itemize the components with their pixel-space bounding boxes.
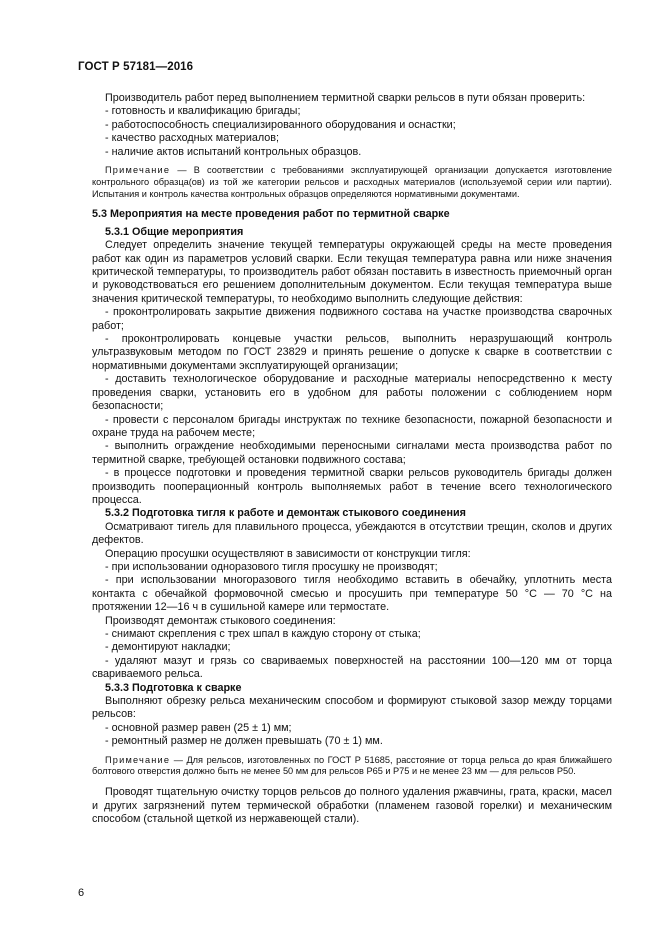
list-item: - ремонтный размер не должен превышать (70 ± 1) мм. [105,735,383,748]
list-item: - доставить технологическое оборудование и расходные материалы непосредственно к месту проведения сварки, установить его в удобном для работы положении с соблюдением норм безопасности; [92,373,612,413]
subsection-title: 5.3.2 Подготовка тигля к работе и демонтаж стыкового соединения [105,507,466,520]
list-item: - работоспособность специализированного оборудования и оснастки; [105,118,456,131]
document-header: ГОСТ Р 57181—2016 [78,61,194,73]
list-item: - при использовании одноразового тигля просушку не производят; [105,560,438,573]
list-item: - наличие актов испытаний контрольных образцов. [105,145,362,158]
list-item: - демонтируют накладки; [105,641,231,654]
note [92,755,612,779]
document-body [92,92,612,826]
list-item: - проконтролировать концевые участки рельсов, выполнить неразрушающий контроль ультразвуковым методом по ГОСТ 23829 и принять решение о допуске к сварке в соответствии с нормативными документами эксплуатирующей организации; [92,333,612,372]
subsection-title: 5.3.3 Подготовка к сварке [105,681,242,694]
list-item: - проконтролировать закрытие движения подвижного состава на участке производства сварочных работ; [92,306,612,332]
list-item: - выполнить ограждение необходимыми переносными сигналами места производства работ по термитной сварке, требующей остановки подвижного состава; [92,440,612,466]
list-item: - готовность и квалификацию бригады; [105,105,301,118]
paragraph: Осматривают тигель для плавильного процесса, убеждаются в отсутствии трещин, сколов и других дефектов. [92,520,612,547]
list-item: - удаляют мазут и грязь со свариваемых поверхностей на расстоянии 100—120 мм от торца свариваемого рельса. [92,654,612,681]
page-number: 6 [78,887,85,899]
subsection-title: 5.3.1 Общие мероприятия [105,225,244,238]
note-text: — В соответствии с требованиями эксплуатирующей организации допускается изготовление контрольного образца(ов) из той же категории рельсов и расходных материалов (используемой серии или партии). Испытания и контроль качества контрольных образцов определяются нормативными документами. [92,165,612,199]
list-item: - снимают скрепления с трех шпал в каждую сторону от стыка; [105,628,421,641]
list-item: - при использовании многоразового тигля необходимо вставить в обечайку, уплотнить места контакта с обечайкой формовочной смесью и просушить при температуре 50 °С — 70 °С на протяжении 12—16 ч в сушильной камере или термостате. [92,574,612,614]
list-item: - качество расходных материалов; [105,132,280,145]
paragraph: Операцию просушки осуществляют в зависимости от конструкции тигля: [105,547,471,560]
list-item: - провести с персоналом бригады инструктаж по технике безопасности, пожарной безопасности и охране труда на рабочем месте; [92,413,612,439]
intro-lead: Производитель работ перед выполнением термитной сварки рельсов в пути обязан проверить: [105,92,586,104]
note-text: — Для рельсов, изготовленных по ГОСТ Р 51685, расстояние от торца рельса до края ближайшего болтового отверстия должно быть не менее 50 мм для рельсов Р65 и Р75 и не менее 23 мм — для рельсов Р50. [92,754,612,777]
paragraph: Выполняют обрезку рельса механическим способом и формируют стыковой зазор между торцами рельсов: [92,695,612,721]
paragraph: Проводят тщательную очистку торцов рельсов до полного удаления ржавчины, грата, краски, масел и других загрязнений путем термической обработки (пламенем газовой горелки) и механическим способом (стальной щеткой из нержавеющей стали). [92,786,612,826]
note-label: Примечание [105,165,171,176]
note-label: Примечание [105,754,171,765]
note [92,165,612,200]
section-title: 5.3 Мероприятия на месте проведения работ по термитной сварке [92,208,450,221]
list-item: - в процессе подготовки и проведения термитной сварки рельсов руководитель бригады должен производить пооперационный контроль выполняемых работ в течение всего технологического процесса. [92,467,612,506]
paragraph: Производят демонтаж стыкового соединения: [105,614,336,627]
paragraph: Следует определить значение текущей температуры окружающей среды на месте проведения работ как один из параметров условий сварки. Если текущая температура равна или ниже значения критической температуры, то производитель работ обязан поставить в известность приемочный орган и руководствоваться его решением дополнительным документом. Если текущая температура выше значения критической температуры, то необходимо выполнить следующие действия: [92,239,612,305]
list-item: - основной размер равен (25 ± 1) мм; [105,721,292,734]
